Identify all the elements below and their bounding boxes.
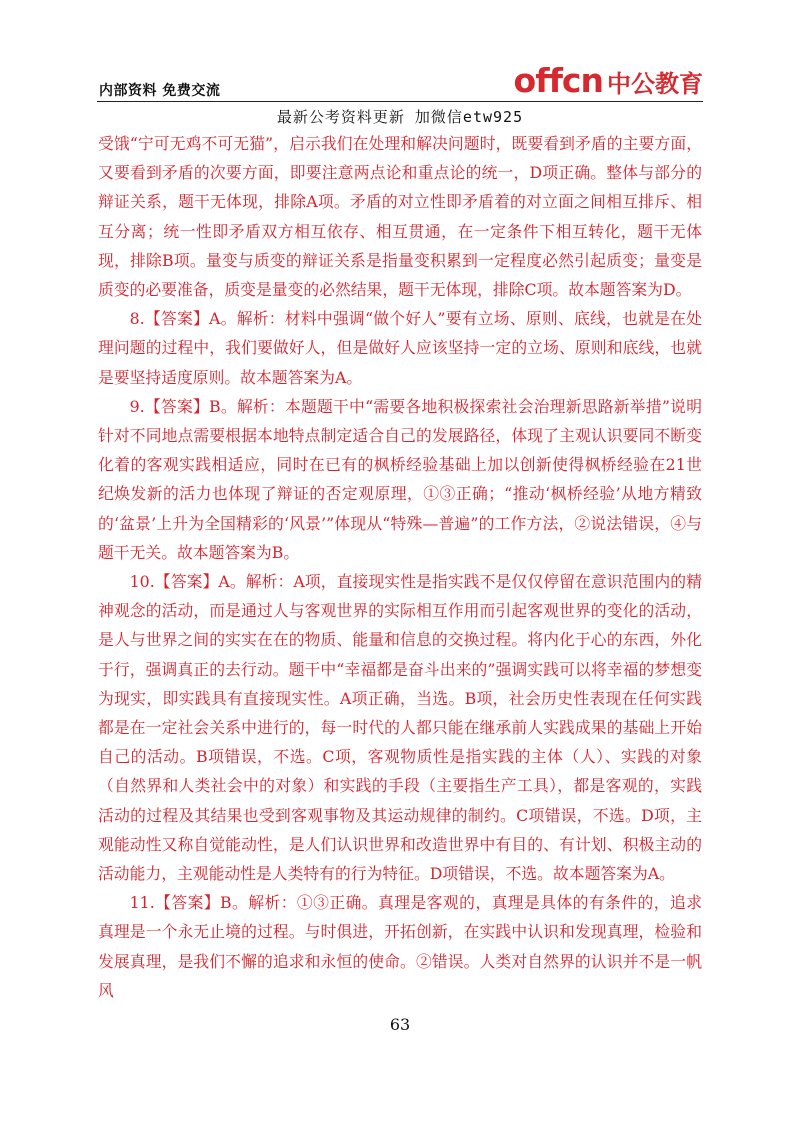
paragraph-answer-9: 9.【答案】B。解析：本题题干中“需要各地积极探索社会治理新思路新举措”说明针对不同地点需要根据本地特点制定适合自己的发展路径，体现了主观认识要同不断变化着的客观实践相适应，同时在已有的枫桥经验基础上加以创新使得枫桥经验在21世纪焕发新的活力也体现了辩证的否定观原理，①③正确；“推动‘枫桥经验’从地方精致的‘盆景’上升为全国精彩的‘风景’”体现从“特殊—普遍”的工作方法，②说法错误，④与题干无关。故本题答案为B。 [98, 396, 702, 562]
page-header [97, 60, 703, 100]
paragraph-answer-10: 10.【答案】A。解析：A项，直接现实性是指实践不是仅仅停留在意识范围内的精神观念的活动，而是通过人与客观世界的实际相互作用而引起客观世界的变化的活动，是人与世界之间的实实在在的物质、能量和信息的交换过程。将内化于心的东西，外化于行，强调真正的去行动。题干中“幸福都是奋斗出来的”强调实践可以将幸福的梦想变为现实，即实践具有直接现实性。A项正确，当选。B项，社会历史性表现在任何实践都是在一定社会关系中进行的，每一时代的人都只能在继承前人实践成果的基础上开始自己的活动。B项错误，不选。C项，客观物质性是指实践的主体（人）、实践的对象（自然界和人类社会中的对象）和实践的手段（主要指生产工具），都是客观的，实践活动的过程及其结果也受到客观事物及其运动规律的制约。C项错误，不选。D项，主观能动性又称自觉能动性，是人们认识世界和改造世界中有目的、有计划、积极主动的活动能力，主观能动性是人类特有的行为特征。D项错误，不选。故本题答案为A。 [98, 572, 702, 884]
document-body [98, 129, 702, 1005]
logo-text: offcn [513, 61, 603, 100]
header-divider [97, 101, 703, 102]
header-left-text: 内部资料 免费交流 [99, 83, 221, 99]
paragraph-answer-8: 8.【答案】A。解析：材料中强调“做个好人”要有立场、原则、底线，也就是在处理问题的过程中，我们要做好人，但是做好人应该坚持一定的立场、原则和底线，也就是要坚持适度原则。故本题答案为A。 [98, 309, 702, 387]
paragraph-answer-11: 11.【答案】B。解析：①③正确。真理是客观的，真理是具体的有条件的，追求真理是一个永无止境的过程。与时俱进，开拓创新，在实践中认识和发现真理，检验和发展真理，是我们不懈的追求和永恒的使命。②错误。人类对自然界的认识并不是一帆风 [98, 893, 702, 1000]
subheader-text: 最新公考资料更新 加微信etw925 [276, 108, 524, 126]
page-number: 63 [389, 1015, 411, 1034]
logo-cn-text: 中公教育 [607, 70, 703, 98]
paragraph-continuation: 受饿“宁可无鸡不可无猫”，启示我们在处理和解决问题时，既要看到矛盾的主要方面，又要看到矛盾的次要方面，即要注意两点论和重点论的统一，D项正确。整体与部分的辩证关系，题干无体现，排除A项。矛盾的对立性即矛盾着的对立面之间相互排斥、相互分离；统一性即矛盾双方相互依存、相互贯通，在一定条件下相互转化，题干无体现，排除B项。量变与质变的辩证关系是指量变积累到一定程度必然引起质变；量变是质变的必要准备，质变是量变的必然结果，题干无体现，排除C项。故本题答案为D。 [98, 134, 702, 300]
offcn-logo [513, 61, 703, 100]
